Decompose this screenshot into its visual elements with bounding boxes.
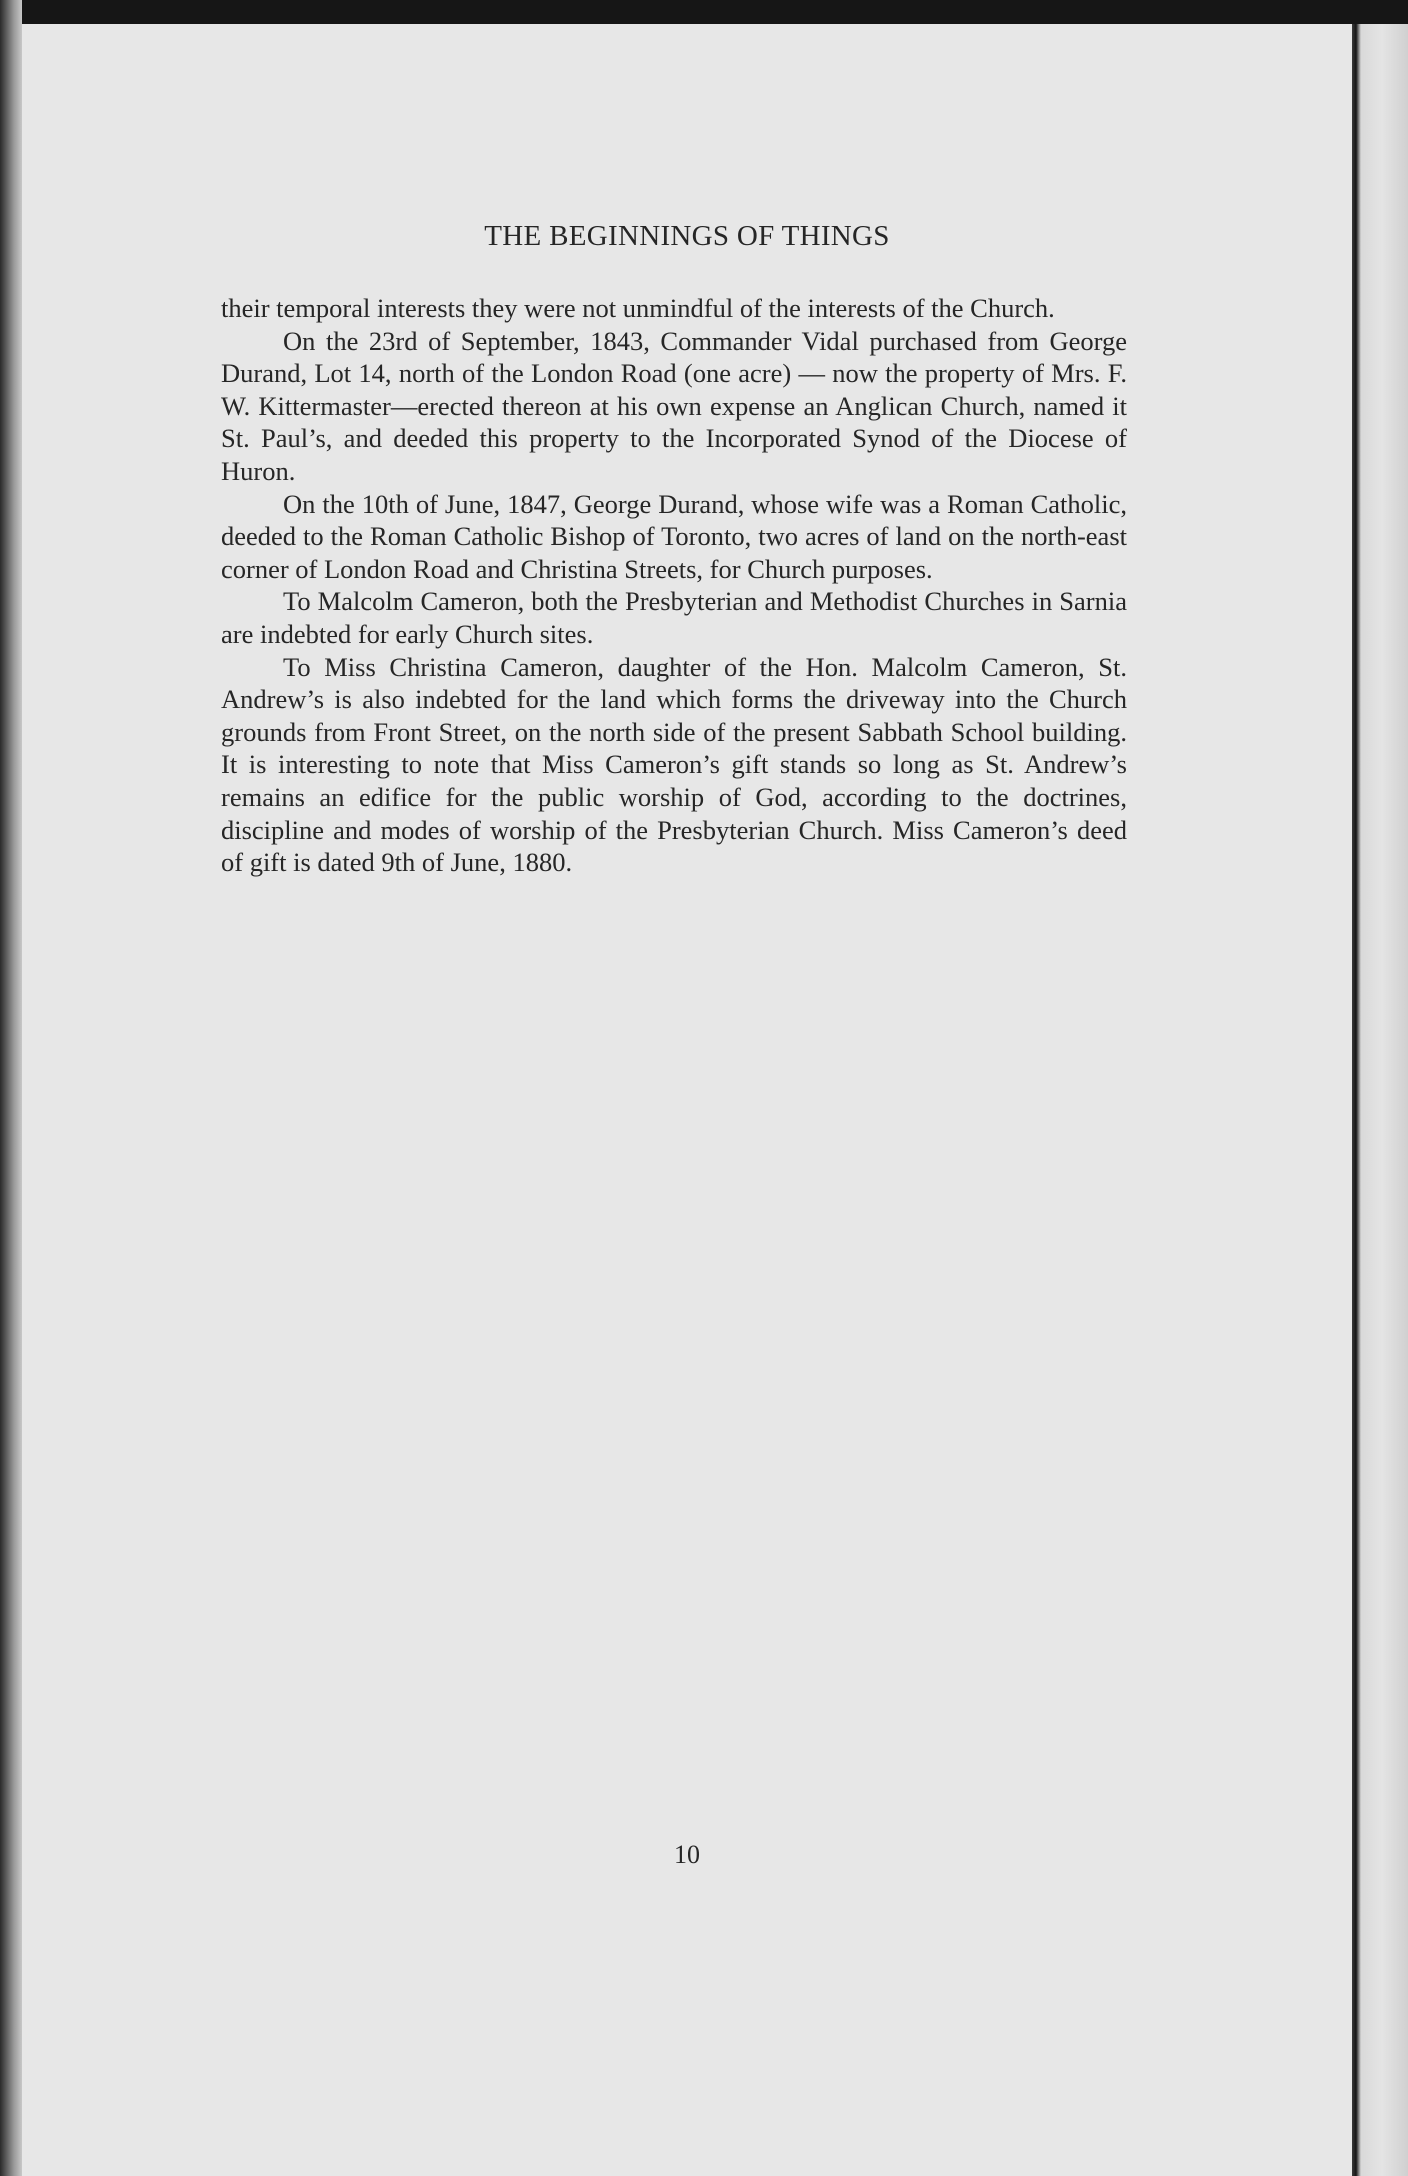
paragraph-st-pauls: On the 23rd of September, 1843, Commander Vidal purchased from George Durand, Lot 14, north of the London Road (one acre) — now the property of Mrs. F. W. Kittermaster—erected thereon at his own expense an Anglican Church, named it St. Paul’s, and deeded this property to the Incorporated Synod of the Diocese of Huron. bbox=[221, 325, 1127, 486]
paragraph-continued: their temporal interests they were not unmindful of the interests of the Church. bbox=[221, 293, 1055, 323]
paragraph-christina-cameron: To Miss Christina Cameron, daughter of the Hon. Malcolm Cameron, St. Andrew’s is also indebted for the land which forms the driveway into the Church grounds from Front Street, on the north side of the present Sabbath School building. It is interesting to note that Miss Cameron’s gift stands so long as St. Andrew’s remains an edifice for the public worship of God, according to the doctrines, discipline and modes of worship of the Presbyterian Church. Miss Cameron’s deed of gift is dated 9th of June, 1880. bbox=[221, 651, 1127, 878]
book-spine-edge bbox=[0, 0, 22, 2176]
paragraph-roman-catholic: On the 10th of June, 1847, George Durand, whose wife was a Roman Catholic, deeded to the Roman Catholic Bishop of Toronto, two acres of land on the north-east corner of London Road and Christina Streets, for Church purposes. bbox=[221, 488, 1127, 584]
running-head: THE BEGINNINGS OF THINGS bbox=[484, 220, 890, 252]
body-text bbox=[221, 292, 1127, 879]
scan-top-border bbox=[0, 0, 1408, 24]
next-page-edge bbox=[1352, 24, 1408, 2176]
page-number: 10 bbox=[674, 1840, 700, 1869]
paragraph-malcolm-cameron: To Malcolm Cameron, both the Presbyterian and Methodist Churches in Sarnia are indebted for early Church sites. bbox=[221, 586, 1127, 649]
